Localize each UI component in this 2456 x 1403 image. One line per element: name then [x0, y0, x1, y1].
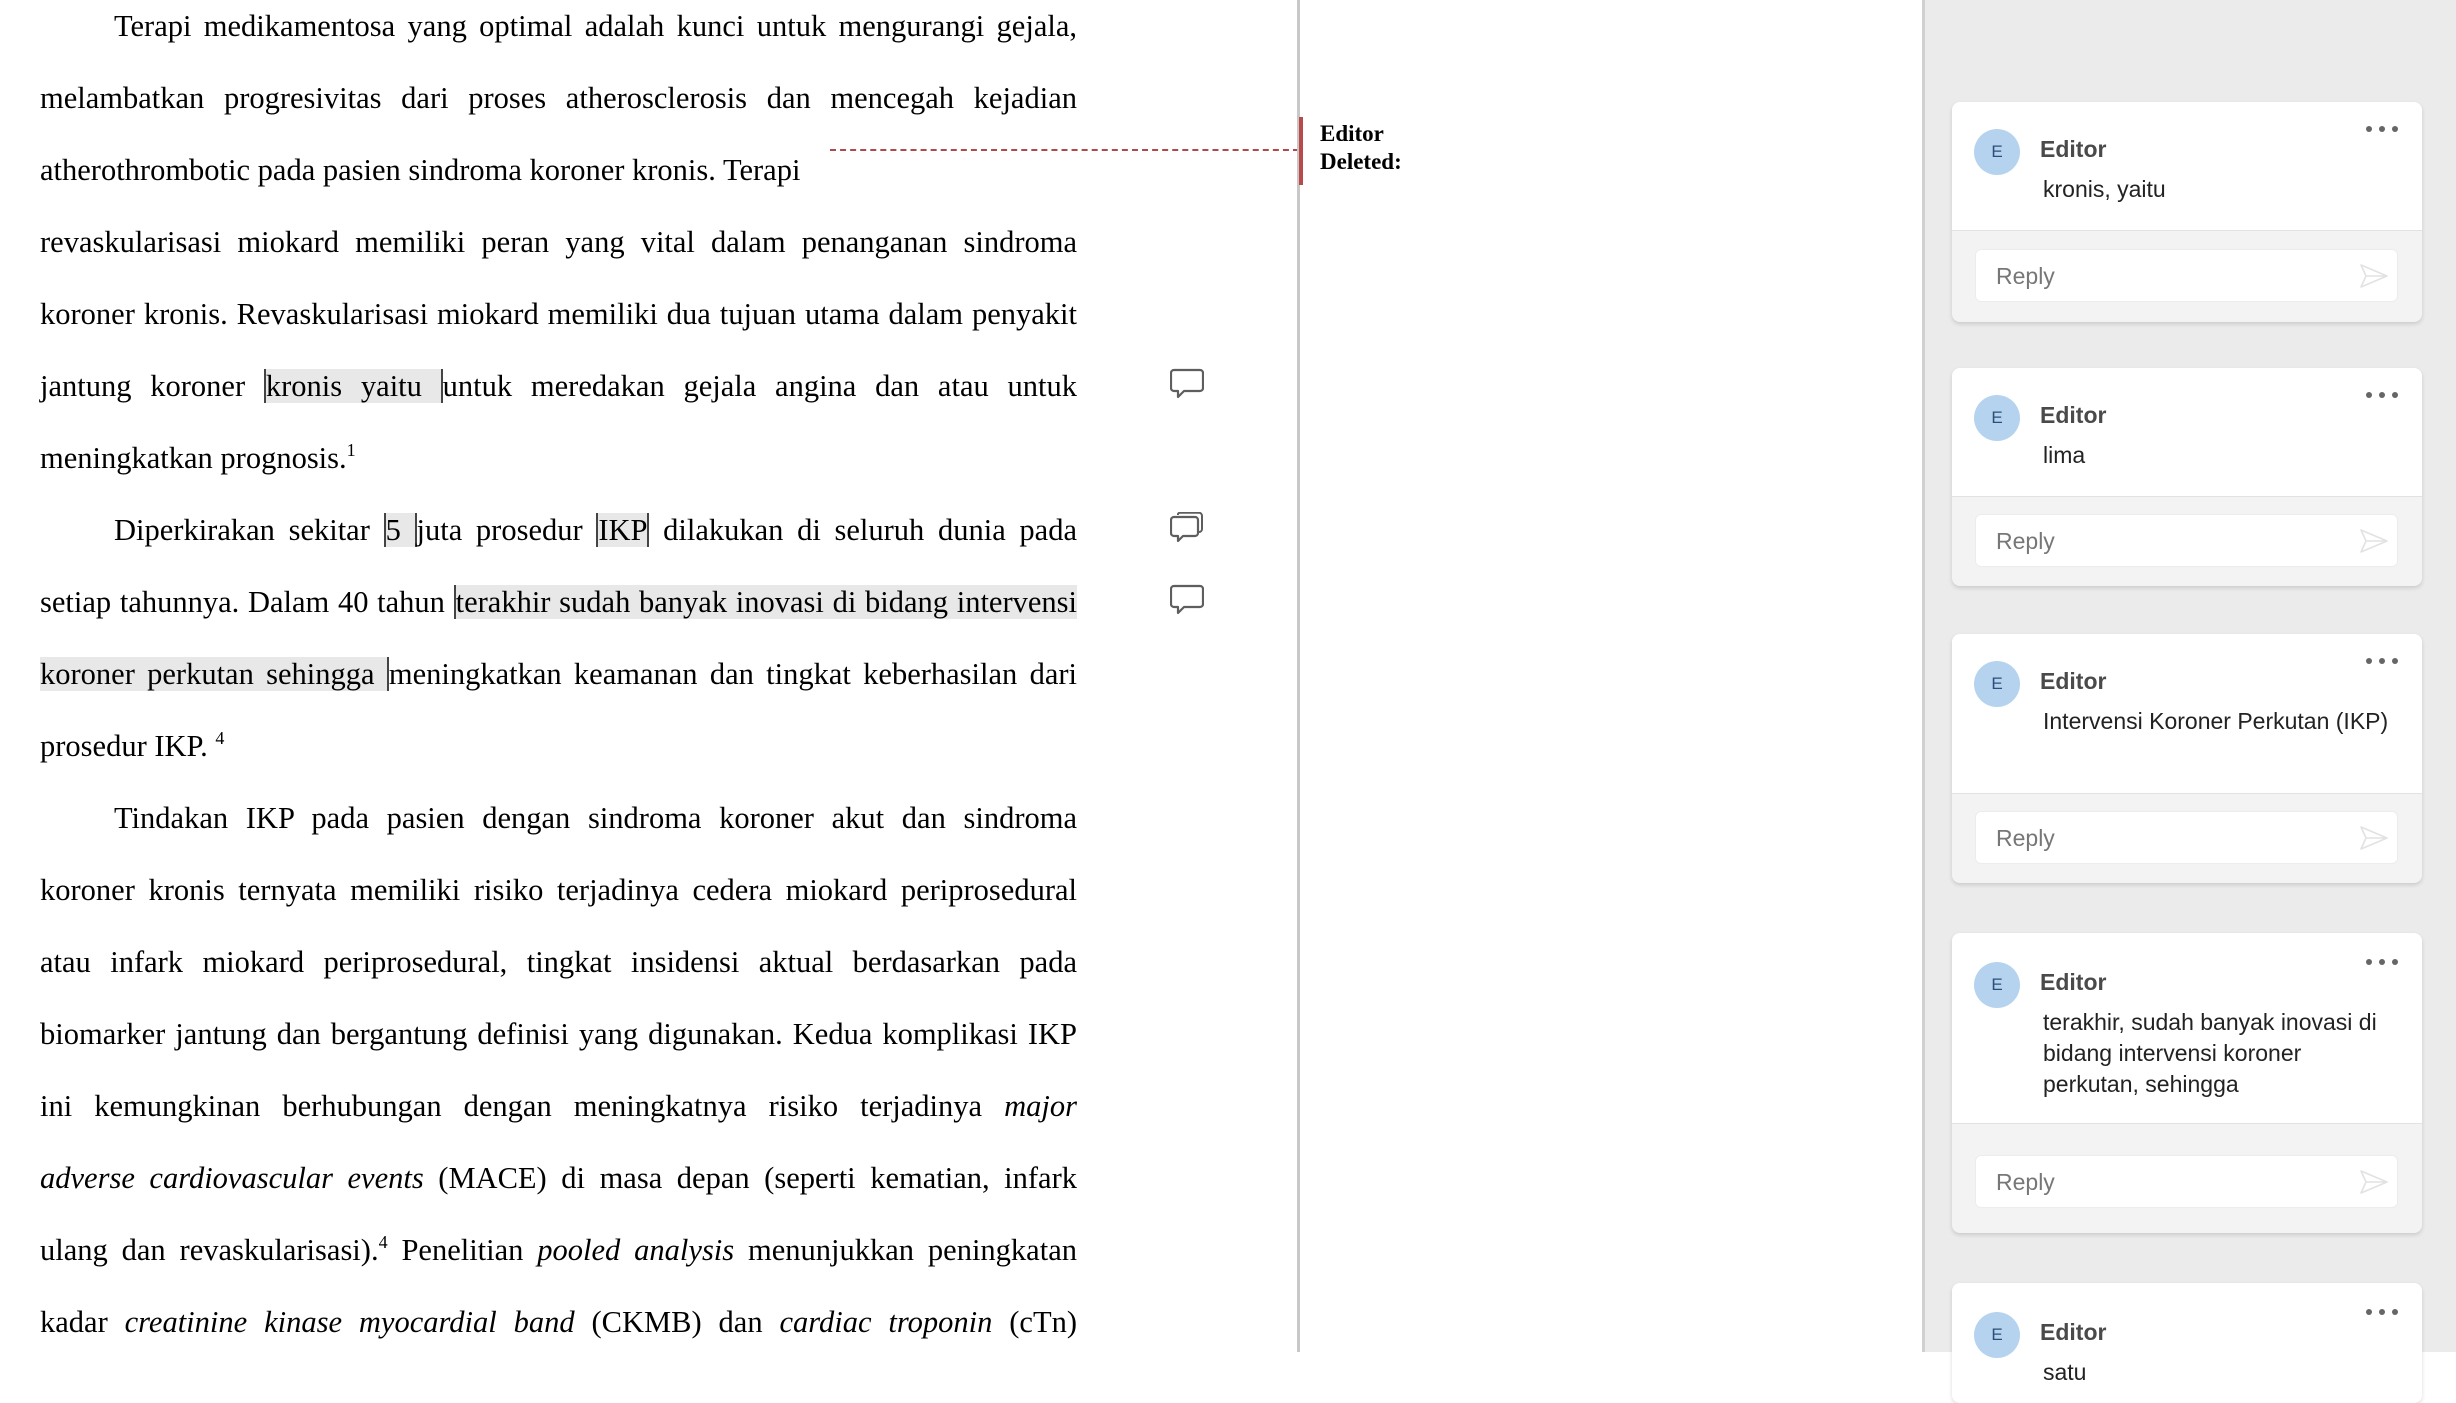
- send-icon[interactable]: [2359, 825, 2389, 851]
- footnote-ref: 4: [215, 728, 225, 748]
- doc-line: prosedur IKP. $^4$: [40, 728, 225, 763]
- comment-icon[interactable]: [1170, 368, 1204, 400]
- doc-line: koroner kronis ternyata memiliki risiko terjadinya cedera miokard periprosedural: [40, 873, 1077, 907]
- comment-author: Editor: [2040, 668, 2107, 694]
- comment-card[interactable]: [1952, 933, 2422, 1233]
- doc-line: jantung koroner kronis yaitu untuk meredakan gejala angina dan atau untuk: [40, 369, 1077, 403]
- doc-line: Diperkirakan sekitar 5 juta prosedur IKP dilakukan di seluruh dunia pada: [114, 513, 1078, 547]
- reply-input[interactable]: [1994, 250, 2338, 303]
- footnote-ref: 1: [346, 440, 356, 460]
- page-margin-divider: [1297, 0, 1300, 1352]
- doc-line: atau infark miokard periprosedural, tingkat insidensi aktual berdasarkan pada: [40, 945, 1077, 979]
- doc-line: ini kemungkinan berhubungan dengan meningkatnya risiko terjadinya major: [40, 1089, 1077, 1123]
- doc-line: Terapi medikamentosa yang optimal adalah kunci untuk mengurangi gejala,: [114, 9, 1077, 43]
- comments-pane[interactable]: [1922, 0, 2456, 1385]
- track-change-author: Editor: [1320, 121, 1384, 146]
- comment-card[interactable]: [1952, 102, 2422, 322]
- doc-line: kadar creatinine kinase myocardial band (CKMB) dan cardiac troponin (cTn): [40, 1305, 1077, 1339]
- comments-multiple-icon[interactable]: [1170, 512, 1204, 544]
- doc-line: setiap tahunnya. Dalam 40 tahun terakhir sudah banyak inovasi di bidang intervensi: [40, 585, 1077, 619]
- comment-card[interactable]: [1952, 1283, 2422, 1403]
- more-options-icon[interactable]: [2366, 124, 2398, 134]
- reply-field[interactable]: [1975, 249, 2398, 302]
- comment-icon[interactable]: [1170, 584, 1204, 616]
- reply-field[interactable]: [1975, 811, 2398, 864]
- comment-text: kronis, yaitu: [2043, 176, 2166, 202]
- more-options-icon[interactable]: [2366, 656, 2398, 666]
- doc-line: koroner perkutan sehingga meningkatkan keamanan dan tingkat keberhasilan dari: [40, 657, 1077, 691]
- avatar: E: [1974, 962, 2020, 1008]
- avatar: E: [1974, 661, 2020, 707]
- commented-text-ikp[interactable]: IKP: [598, 513, 648, 547]
- reply-field[interactable]: [1975, 1155, 2398, 1208]
- commented-text-koroner-perkutan[interactable]: koroner perkutan sehingga: [40, 657, 387, 691]
- comment-text: Intervensi Koroner Perkutan (IKP): [2043, 708, 2389, 734]
- comment-text: lima: [2043, 442, 2086, 468]
- more-options-icon[interactable]: [2366, 957, 2398, 967]
- track-change-connector: [830, 149, 1299, 151]
- doc-line: meningkatkan prognosis.$^1$: [40, 440, 356, 475]
- commented-text-terakhir[interactable]: terakhir sudah banyak inovasi di bidang intervensi: [455, 585, 1077, 619]
- reply-input[interactable]: [1994, 515, 2338, 568]
- comment-text: satu: [2043, 1359, 2087, 1385]
- reply-field[interactable]: [1975, 514, 2398, 567]
- comment-author: Editor: [2040, 136, 2107, 162]
- track-change-action: Deleted:: [1320, 149, 1402, 174]
- reply-input[interactable]: [1994, 812, 2338, 865]
- comment-card[interactable]: [1952, 634, 2422, 883]
- comment-author: Editor: [2040, 1319, 2107, 1345]
- comment-text: terakhir, sudah banyak inovasi di bidang intervensi koroner perkutan, sehingga: [2043, 1009, 2377, 1097]
- comment-author: Editor: [2040, 402, 2107, 428]
- doc-line: melambatkan progresivitas dari proses atherosclerosis dan mencegah kejadian: [40, 81, 1077, 115]
- commented-text-kronis-yaitu[interactable]: kronis yaitu: [265, 369, 441, 403]
- doc-line: adverse cardiovascular events (MACE) di masa depan (seperti kematian, infark: [40, 1161, 1077, 1195]
- comment-card[interactable]: [1952, 368, 2422, 586]
- track-change-bar: [1299, 117, 1303, 185]
- doc-line: revaskularisasi miokard memiliki peran yang vital dalam penanganan sindroma: [40, 225, 1077, 259]
- avatar: E: [1974, 395, 2020, 441]
- comment-author: Editor: [2040, 969, 2107, 995]
- avatar: E: [1974, 1312, 2020, 1358]
- doc-line: Tindakan IKP pada pasien dengan sindroma koroner akut dan sindroma: [114, 801, 1077, 835]
- doc-line: biomarker jantung dan bergantung definisi yang digunakan. Kedua komplikasi IKP: [40, 1017, 1077, 1051]
- track-change-balloon[interactable]: [1320, 120, 1402, 176]
- doc-line: koroner kronis. Revaskularisasi miokard memiliki dua tujuan utama dalam penyakit: [40, 297, 1077, 331]
- more-options-icon[interactable]: [2366, 1307, 2398, 1317]
- send-icon[interactable]: [2359, 263, 2389, 289]
- avatar: E: [1974, 129, 2020, 175]
- commented-text-5[interactable]: 5: [385, 513, 415, 547]
- more-options-icon[interactable]: [2366, 390, 2398, 400]
- send-icon[interactable]: [2359, 1169, 2389, 1195]
- send-icon[interactable]: [2359, 528, 2389, 554]
- reply-input[interactable]: [1994, 1156, 2338, 1209]
- doc-line: atherothrombotic pada pasien sindroma koroner kronis. Terapi: [40, 153, 801, 187]
- doc-line: ulang dan revaskularisasi).$^4$ Penelitian pooled analysis menunjukkan peningkatan: [40, 1232, 1077, 1267]
